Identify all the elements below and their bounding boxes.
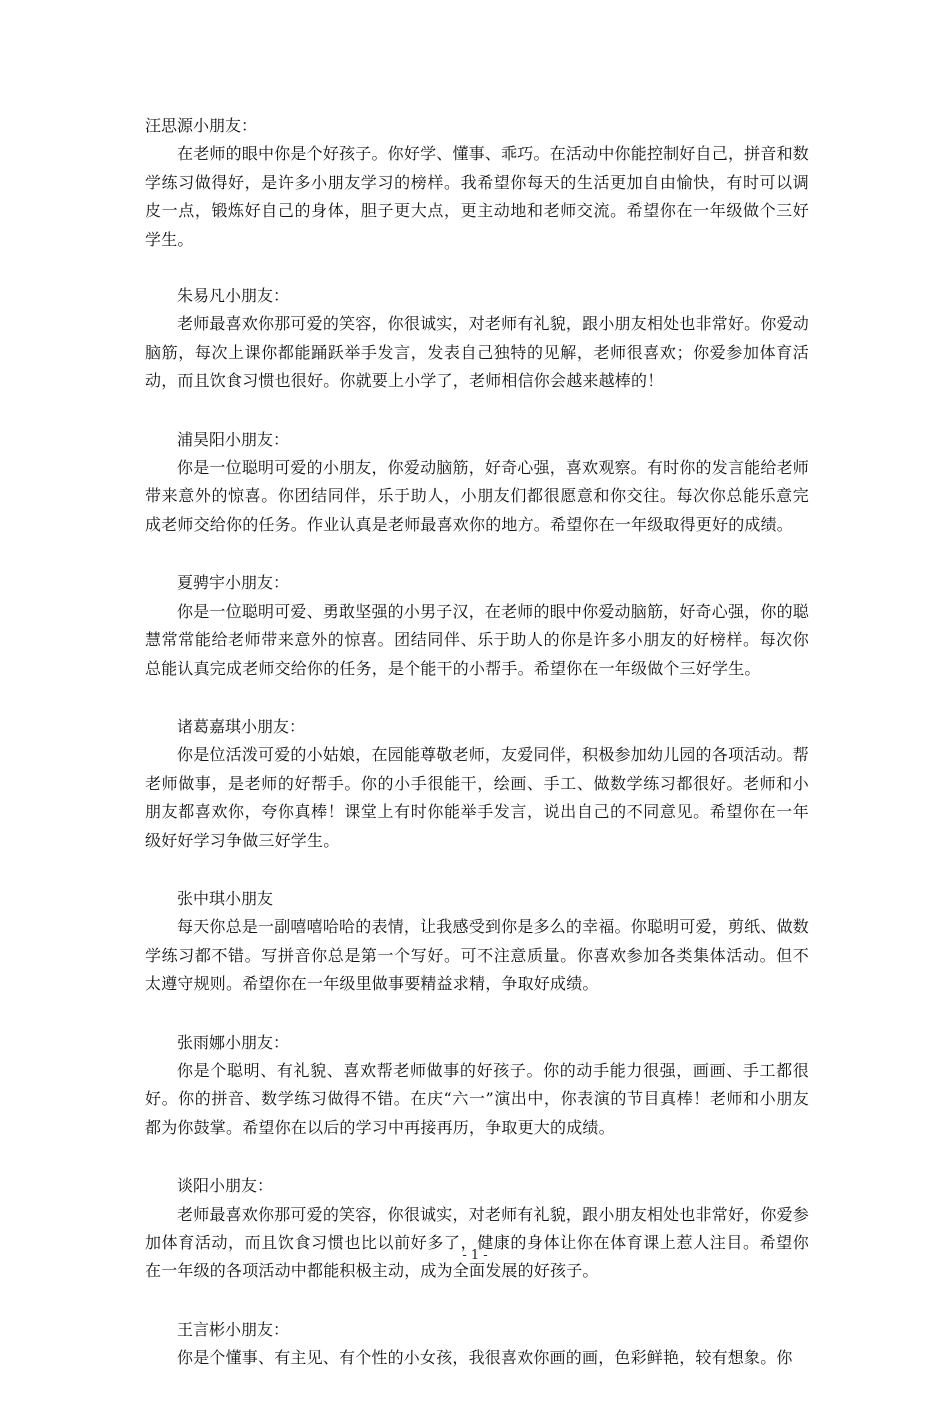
comment-text: 在老师的眼中你是个好孩子。你好学、懂事、乖巧。在活动中你能控制好自己，拼音和数学练习做得好，是许多小朋友学习的榜样。我希望你每天的生活更加自由愉快，有时可以调皮一点，锻炼好自己的身体，胆子更大点，更主动地和老师交流。希望你在一年级做个三好学生。 [145,144,809,249]
student-name: 浦昊阳小朋友： [177,429,290,449]
comment-entry [145,426,809,540]
student-name: 张中琪小朋友 [177,888,274,908]
comment-entry [145,885,809,999]
comment-text: 你是个聪明、有礼貌、喜欢帮老师做事的好孩子。你的动手能力很强，画画、手工都很好。你的拼音、数学练习做得不错。在庆“六一”演出中，你表演的节目真棒！老师和小朋友都为你鼓掌。希望你在以后的学习中再接再历，争取更大的成绩。 [145,1060,809,1137]
comment-entry [145,282,809,396]
student-name: 诸葛嘉琪小朋友： [177,716,306,736]
page-number: - 1 - [462,1248,488,1263]
comment-entry [145,112,809,254]
comment-text: 你是位活泼可爱的小姑娘，在园能尊敬老师，友爱同伴，积极参加幼儿园的各项活动。帮老师做事，是老师的好帮手。你的小手很能干，绘画、手工、做数学练习都很好。老师和小朋友都喜欢你，夸你真棒！课堂上有时你能举手发言，说出自己的不同意见。希望你在一年级好好学习争做三好学生。 [145,745,809,850]
student-name: 王言彬小朋友： [177,1319,290,1339]
comment-entry [145,1172,809,1286]
student-name: 汪思源小朋友： [145,116,258,135]
student-name: 朱易凡小朋友： [177,286,290,306]
comment-text: 老师最喜欢你那可爱的笑容，你很诚实，对老师有礼貌，跟小朋友相处也非常好。你爱动脑筋，每次上课你都能踊跃举手发言，发表自己独特的见解，老师很喜欢；你爱参加体育活动，而且饮食习惯也很好。你就要上小学了，老师相信你会越来越棒的！ [145,314,809,391]
comment-text: 老师最喜欢你那可爱的笑容，你很诚实，对老师有礼貌，跟小朋友相处也非常好，你爱参加体育活动，而且饮食习惯也比以前好多了，健康的身体让你在体育课上惹人注目。希望你在一年级的各项活动中都能积极主动，成为全面发展的好孩子。 [145,1204,809,1281]
comment-text: 你是一位聪明可爱的小朋友，你爱动脑筋，好奇心强，喜欢观察。有时你的发言能给老师带来意外的惊喜。你团结同伴，乐于助人，小朋友们都很愿意和你交往。每次你总能乐意完成老师交给你的任务。作业认真是老师最喜欢你的地方。希望你在一年级取得更好的成绩。 [145,458,809,534]
comment-text: 你是一位聪明可爱、勇敢坚强的小男子汉，在老师的眼中你爱动脑筋，好奇心强，你的聪慧常常能给老师带来意外的惊喜。团结同伴、乐于助人的你是许多小朋友的好榜样。每次你总能认真完成老师交给你的任务，是个能干的小帮手。希望你在一年级做个三好学生。 [145,601,809,678]
comment-text: 每天你总是一副嘻嘻哈哈的表情，让我感受到你是多么的幸福。你聪明可爱，剪纸、做数学练习都不错。写拼音你总是第一个写好。可不注意质量。你喜欢参加各类集体活动。但不太遵守规则。希望你在一年级里做事要精益求精，争取好成绩。 [145,917,809,994]
comment-entry [145,713,809,855]
comment-entry [145,569,809,683]
student-name: 夏骋宇小朋友： [177,573,290,593]
comment-text: 你是个懂事、有主见、有个性的小女孩，我很喜欢你画的画，色彩鲜艳，较有想象。你 [177,1348,793,1368]
student-name: 谈阳小朋友： [177,1176,274,1196]
student-name: 张雨娜小朋友： [177,1032,290,1052]
comments-body [145,112,809,1403]
comment-entry [145,1316,809,1373]
comment-entry [145,1029,809,1143]
